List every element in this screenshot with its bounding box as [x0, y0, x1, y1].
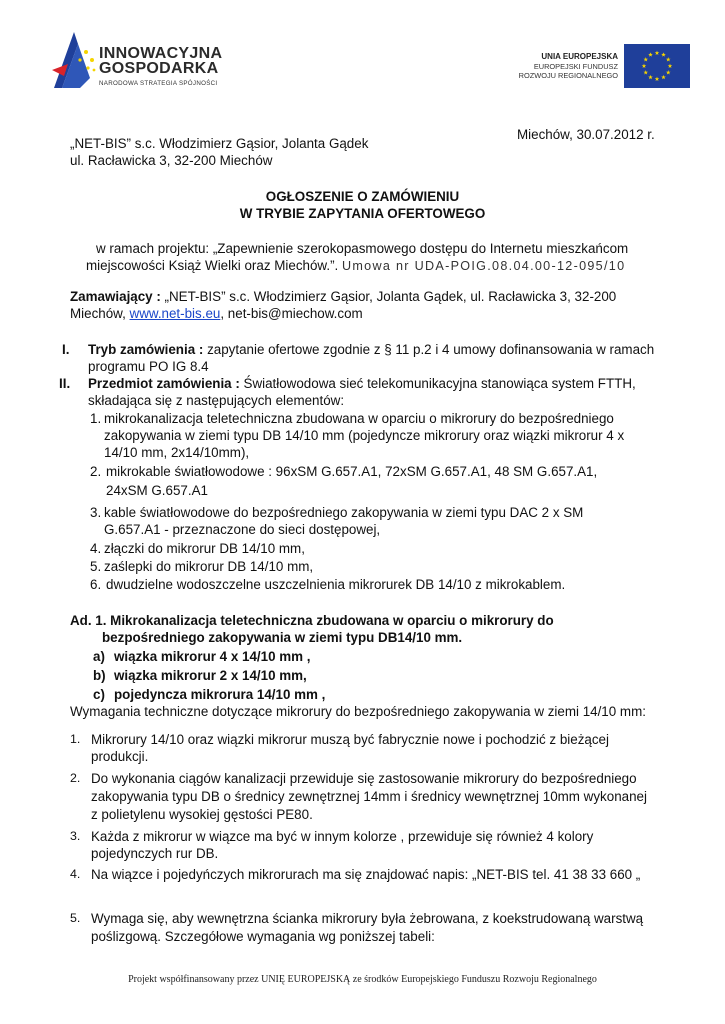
section-1-label: Tryb zamówienia :: [88, 342, 204, 357]
ad1-item-a-letter: a): [93, 649, 105, 664]
ad1-item-b-text: wiązka mikrorur 2 x 14/10 mm,: [114, 668, 307, 683]
req-1-line1: Mikrorury 14/10 oraz wiązki mikrorur muszą być fabrycznie nowe i pochodzić z bieżącej: [91, 732, 609, 747]
section-2-number: II.: [59, 376, 71, 391]
element-2-number: 2.: [90, 464, 102, 479]
element-2-line1: mikrokable światłowodowe : 96xSM G.657.A1, 72xSM G.657.A1, 48 SM G.657.A1,: [106, 464, 598, 479]
logo-left-subtitle: NARODOWA STRATEGIA SPÓJNOŚCI: [99, 80, 218, 87]
element-6-number: 6.: [90, 577, 102, 592]
eu-flag-icon: [624, 44, 690, 88]
ad1-item-a-text: wiązka mikrorur 4 x 14/10 mm ,: [114, 649, 311, 664]
req-2-line3: z polietylenu wysokiej gęstości PE80.: [91, 807, 313, 822]
element-4-number: 4.: [90, 541, 102, 556]
section-1-text: zapytanie ofertowe zgodnie z § 11 p.2 i 4 umowy dofinansowania w ramach: [203, 342, 655, 357]
element-2-line2: 24xSM G.657.A1: [106, 483, 208, 498]
orderer-details: „NET-BIS” s.c. Włodzimierz Gąsior, Jolanta Gądek, ul. Racławicka 3, 32-200: [160, 289, 617, 304]
element-4-line1: złączki do mikrorur DB 14/10 mm,: [104, 541, 305, 556]
logo-mark-icon: [50, 30, 98, 92]
section-2-label: Przedmiot zamówienia :: [88, 376, 240, 391]
title-line1: OGŁOSZENIE O ZAMÓWIENIU: [265, 189, 460, 204]
req-3-line2: pojedynczych rur DB.: [91, 846, 219, 861]
project-line2: [86, 257, 625, 275]
element-3-line2: G.657.A1 - przeznaczone do sieci dostępowej,: [104, 522, 381, 537]
orderer-line1: [70, 288, 616, 305]
sender-address: ul. Racławicka 3, 32-200 Miechów: [70, 153, 273, 168]
element-6-line1: dwudzielne wodoszczelne uszczelnienia mikrorurek DB 14/10 z mikrokablem.: [106, 577, 566, 592]
place-date: Miechów, 30.07.2012 r.: [517, 127, 655, 142]
section-2-text: Światłowodowa sieć telekomunikacyjna stanowiąca system FTTH,: [239, 376, 636, 391]
ad1-item-c-letter: c): [93, 687, 105, 702]
element-1-line3: 14/10 mm, 2x14/10mm),: [104, 445, 250, 460]
requirements-intro: Wymagania techniczne dotyczące mikrorury do bezpośredniego zakopywania w ziemi 14/10 mm:: [70, 704, 646, 719]
orderer-city: Miechów,: [70, 306, 130, 321]
section-1-line2: programu PO IG 8.4: [88, 359, 209, 374]
orderer-label: Zamawiający :: [70, 289, 161, 304]
orderer-line2: [70, 305, 363, 322]
section-2-line2: składająca się z następujących elementów:: [88, 393, 345, 408]
req-2-number: 2.: [70, 771, 81, 785]
logo-left-title: [99, 46, 222, 76]
eu-line2: EUROPEJSKI FUNDUSZ: [533, 61, 618, 71]
logo-left-line1: INNOWACYJNA: [99, 45, 223, 62]
footer-note: Projekt współfinansowany przez UNIĘ EUROPEJSKĄ ze środków Europejskiego Funduszu Rozwoju Regionalnego: [128, 974, 597, 985]
title-line2: W TRYBIE ZAPYTANIA OFERTOWEGO: [239, 206, 486, 221]
eu-logo-text: [506, 52, 618, 81]
logo-left-line2: GOSPODARKA: [99, 60, 219, 77]
orderer-email: , net-bis@miechow.com: [220, 306, 363, 321]
ad1-item-b-letter: b): [93, 668, 106, 683]
website-link[interactable]: www.net-bis.eu: [129, 306, 221, 321]
project-line1: w ramach projektu: „Zapewnienie szerokopasmowego dostępu do Internetu mieszkańcom: [96, 241, 629, 256]
sender-name: „NET-BIS” s.c. Włodzimierz Gąsior, Jolanta Gądek: [70, 136, 369, 151]
element-1-line2: zakopywania w ziemi typu DB 14/10 mm (pojedyncze mikrorury oraz wiązki mikrorur 4 x: [104, 428, 625, 443]
req-3-line1: Każda z mikrorur w wiązce ma być w innym kolorze , przewiduje się również 4 kolory: [91, 829, 594, 844]
contract-number: Umowa nr UDA-POIG.08.04.00-12-095/10: [342, 259, 626, 273]
section-1-line1: [88, 341, 654, 358]
element-1-number: 1.: [90, 411, 102, 426]
req-5-line2: poślizgową. Szczegółowe wymagania wg poniższej tabeli:: [91, 929, 435, 944]
req-5-line1: Wymaga się, aby wewnętrzna ścianka mikrorury była żebrowana, z koekstrudowaną warstwą: [91, 911, 644, 926]
req-4-line1: Na wiązce i pojedyńczych mikrorurach ma się znajdować napis: „NET-BIS tel. 41 38 33 660 „: [91, 867, 641, 882]
element-3-line1: kable światłowodowe do bezpośredniego zakopywania w ziemi typu DAC 2 x SM: [104, 505, 584, 520]
ad1-item-c-text: pojedyncza mikrorura 14/10 mm ,: [114, 687, 326, 702]
ad1-heading-line2: bezpośredniego zakopywania w ziemi typu DB14/10 mm.: [102, 630, 463, 645]
element-5-line1: zaślepki do mikrorur DB 14/10 mm,: [104, 559, 314, 574]
ad1-heading-line1: Ad. 1. Mikrokanalizacja teletechniczna zbudowana w oparciu o mikrorury do: [70, 613, 554, 628]
req-3-number: 3.: [70, 829, 81, 843]
project-name-end: miejscowości Książ Wielki oraz Miechów.”.: [86, 258, 339, 273]
req-1-number: 1.: [70, 732, 81, 746]
section-1-number: I.: [62, 342, 70, 357]
req-4-number: 4.: [70, 867, 81, 881]
req-2-line1: Do wykonania ciągów kanalizacji przewiduje się zastosowanie mikrorury do bezpośredniego: [91, 771, 637, 786]
eu-line3: ROZWOJU REGIONALNEGO: [518, 71, 618, 80]
eu-line1: UNIA EUROPEJSKA: [541, 52, 618, 61]
req-2-line2: zakopywania typu DB o średnicy zewnętrznej 14mm i średnicy wewnętrznej 10mm wykonanej: [91, 789, 647, 804]
element-3-number: 3.: [90, 505, 102, 520]
element-1-line1: mikrokanalizacja teletechniczna zbudowana w oparciu o mikrorury do bezpośredniego: [104, 411, 614, 426]
req-1-line2: produkcji.: [91, 749, 149, 764]
section-2-line1: [88, 375, 636, 392]
req-5-number: 5.: [70, 911, 81, 925]
element-5-number: 5.: [90, 559, 102, 574]
